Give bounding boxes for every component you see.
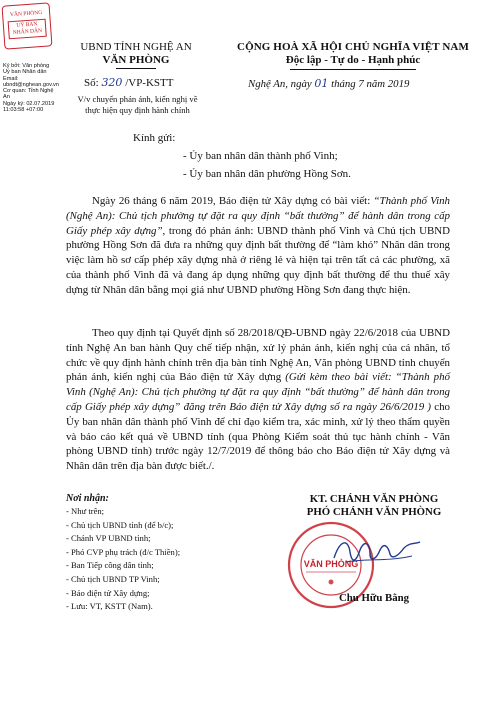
noi-nhan-item: - Lưu: VT, KSTT (Nam). — [66, 601, 153, 612]
doc-number-handwritten: 320 — [101, 76, 123, 89]
signature-metadata — [3, 63, 63, 113]
handwritten-signature — [326, 532, 426, 572]
document-number — [84, 76, 173, 89]
date-suffix: tháng 7 năm 2019 — [331, 78, 410, 90]
recipient-item: - Ủy ban nhân dân thành phố Vinh; — [183, 150, 338, 162]
signature-meta-line: 11:03:58 +07:00 — [3, 107, 44, 114]
noi-nhan-list — [66, 505, 180, 614]
stamp-top-text: VĂN PHÒNG — [9, 9, 43, 19]
national-motto: Độc lập - Tự do - Hạnh phúc — [285, 54, 421, 66]
signer-name: Chu Hữu Bằng — [338, 592, 410, 604]
body-paragraph-1: Ngày 26 tháng 6 năm 2019, Báo điện tử Xây dựng có bài viết: “Thành phố Vinh (Nghệ An): Chủ tịch phường tự đặt ra quy định “bất thường” để hành dân trong cấp Giấy phép xây dựng”, trong đó phản ánh: UBND thành phố Vinh và Chủ tịch UBND phường Hồng Sơn đã đưa ra những quy định bất thường để “làm khó” Nhân dân trong việc làm hồ sơ cấp phép xây dựng nhà ở riêng lẻ và hiện tại trên tất cả các phường, xã của thành phố Vinh đã và đang áp dụng những quy định bất thường để thu thuế xây dựng từ Nhân dân bằng mọi giá như UBND phường Hồng Sơn đang thực hiện. — [66, 195, 451, 296]
national-title: CỘNG HOÀ XÃ HỘI CHỦ NGHĨA VIỆT NAM — [237, 41, 469, 53]
signature-meta-line: Ngày ký: 02.07.2019 — [3, 100, 55, 107]
motto-underline — [290, 69, 416, 70]
noi-nhan-title: Nơi nhận: — [66, 493, 109, 504]
document-date — [248, 77, 409, 90]
digital-stamp — [2, 2, 53, 49]
org-underline — [116, 68, 156, 69]
noi-nhan-item: - Ban Tiếp công dân tỉnh; — [66, 560, 154, 571]
noi-nhan-item: - Chánh VP UBND tỉnh; — [66, 533, 151, 544]
signer-title: PHÓ CHÁNH VĂN PHÒNG — [306, 506, 442, 518]
stamp-bottom-text: UỶ BAN NHÂN DÂN — [8, 19, 47, 40]
document-subject — [70, 94, 205, 115]
recipient-item: - Ủy ban nhân dân phường Hồng Sơn. — [183, 168, 351, 180]
signature-meta-line: Ký bởi: Văn phòng — [3, 63, 50, 69]
issuing-office: VĂN PHÒNG — [102, 54, 170, 66]
signature-meta-line: An — [3, 94, 10, 101]
subject-line: thực hiện quy định hành chính — [85, 104, 190, 115]
date-day-handwritten: 01 — [314, 77, 329, 90]
subject-line: V/v chuyển phản ánh, kiến nghị về — [77, 94, 198, 104]
kinh-gui-label: Kính gửi: — [133, 132, 176, 144]
noi-nhan-item: - Phó CVP phụ trách (đ/c Thiền); — [66, 546, 181, 557]
doc-number-suffix: /VP-KSTT — [125, 77, 174, 89]
signature-meta-line: Uỷ ban Nhân dân — [3, 69, 47, 76]
signature-meta-line: ubndt@nghean.gov.vn — [3, 81, 59, 88]
noi-nhan-item: - Chủ tịch UBND TP Vinh; — [66, 573, 160, 584]
signer-authority: KT. CHÁNH VĂN PHÒNG — [309, 493, 439, 505]
signature-meta-line: Cơ quan: Tỉnh Nghệ — [3, 88, 54, 95]
seal-text: VĂN PHÒNG — [303, 559, 359, 569]
body-paragraph-2: Theo quy định tại Quyết định số 28/2018/QĐ-UBND ngày 22/6/2018 của UBND tỉnh Nghệ An ban hành Quy chế tiếp nhận, xử lý phản ánh, kiến nghị của cá nhân, tổ chức về quy định hành chính trên địa bàn tỉnh Nghệ An, Văn phòng UBND tỉnh chuyển phản ánh, kiến nghị của Báo điện tử Xây dựng (Gửi kèm theo bài viết: “Thành phố Vinh (Nghệ An): Chủ tịch phường tự đặt ra quy định “bất thường” để hành dân trong cấp Giấy phép xây dựng” đăng trên Báo điện tử Xây dựng số ra ngày 26/6/2019 ) cho Ủy ban nhân dân thành phố Vinh để chỉ đạo kiểm tra, xác minh, xử lý theo thẩm quyền và báo cáo kết quả về UBND tỉnh (qua Phòng Kiểm soát thủ tục hành chính - Văn phòng UBND tỉnh) trước ngày 12/7/2019 để thông báo cho Báo điện tử Xây dựng và Nhân dân trên địa bàn được biết./. — [66, 327, 451, 473]
date-prefix: Nghệ An, ngày — [248, 78, 312, 90]
signature-meta-line: Email: — [3, 75, 19, 82]
noi-nhan-item: - Báo điện tử Xây dựng; — [66, 587, 150, 598]
doc-number-prefix: Số: — [84, 77, 99, 89]
noi-nhan-item: - Chủ tịch UBND tỉnh (để b/c); — [66, 519, 174, 530]
issuing-authority: UBND TỈNH NGHỆ AN — [80, 41, 192, 53]
noi-nhan-item: - Như trên; — [66, 506, 105, 516]
